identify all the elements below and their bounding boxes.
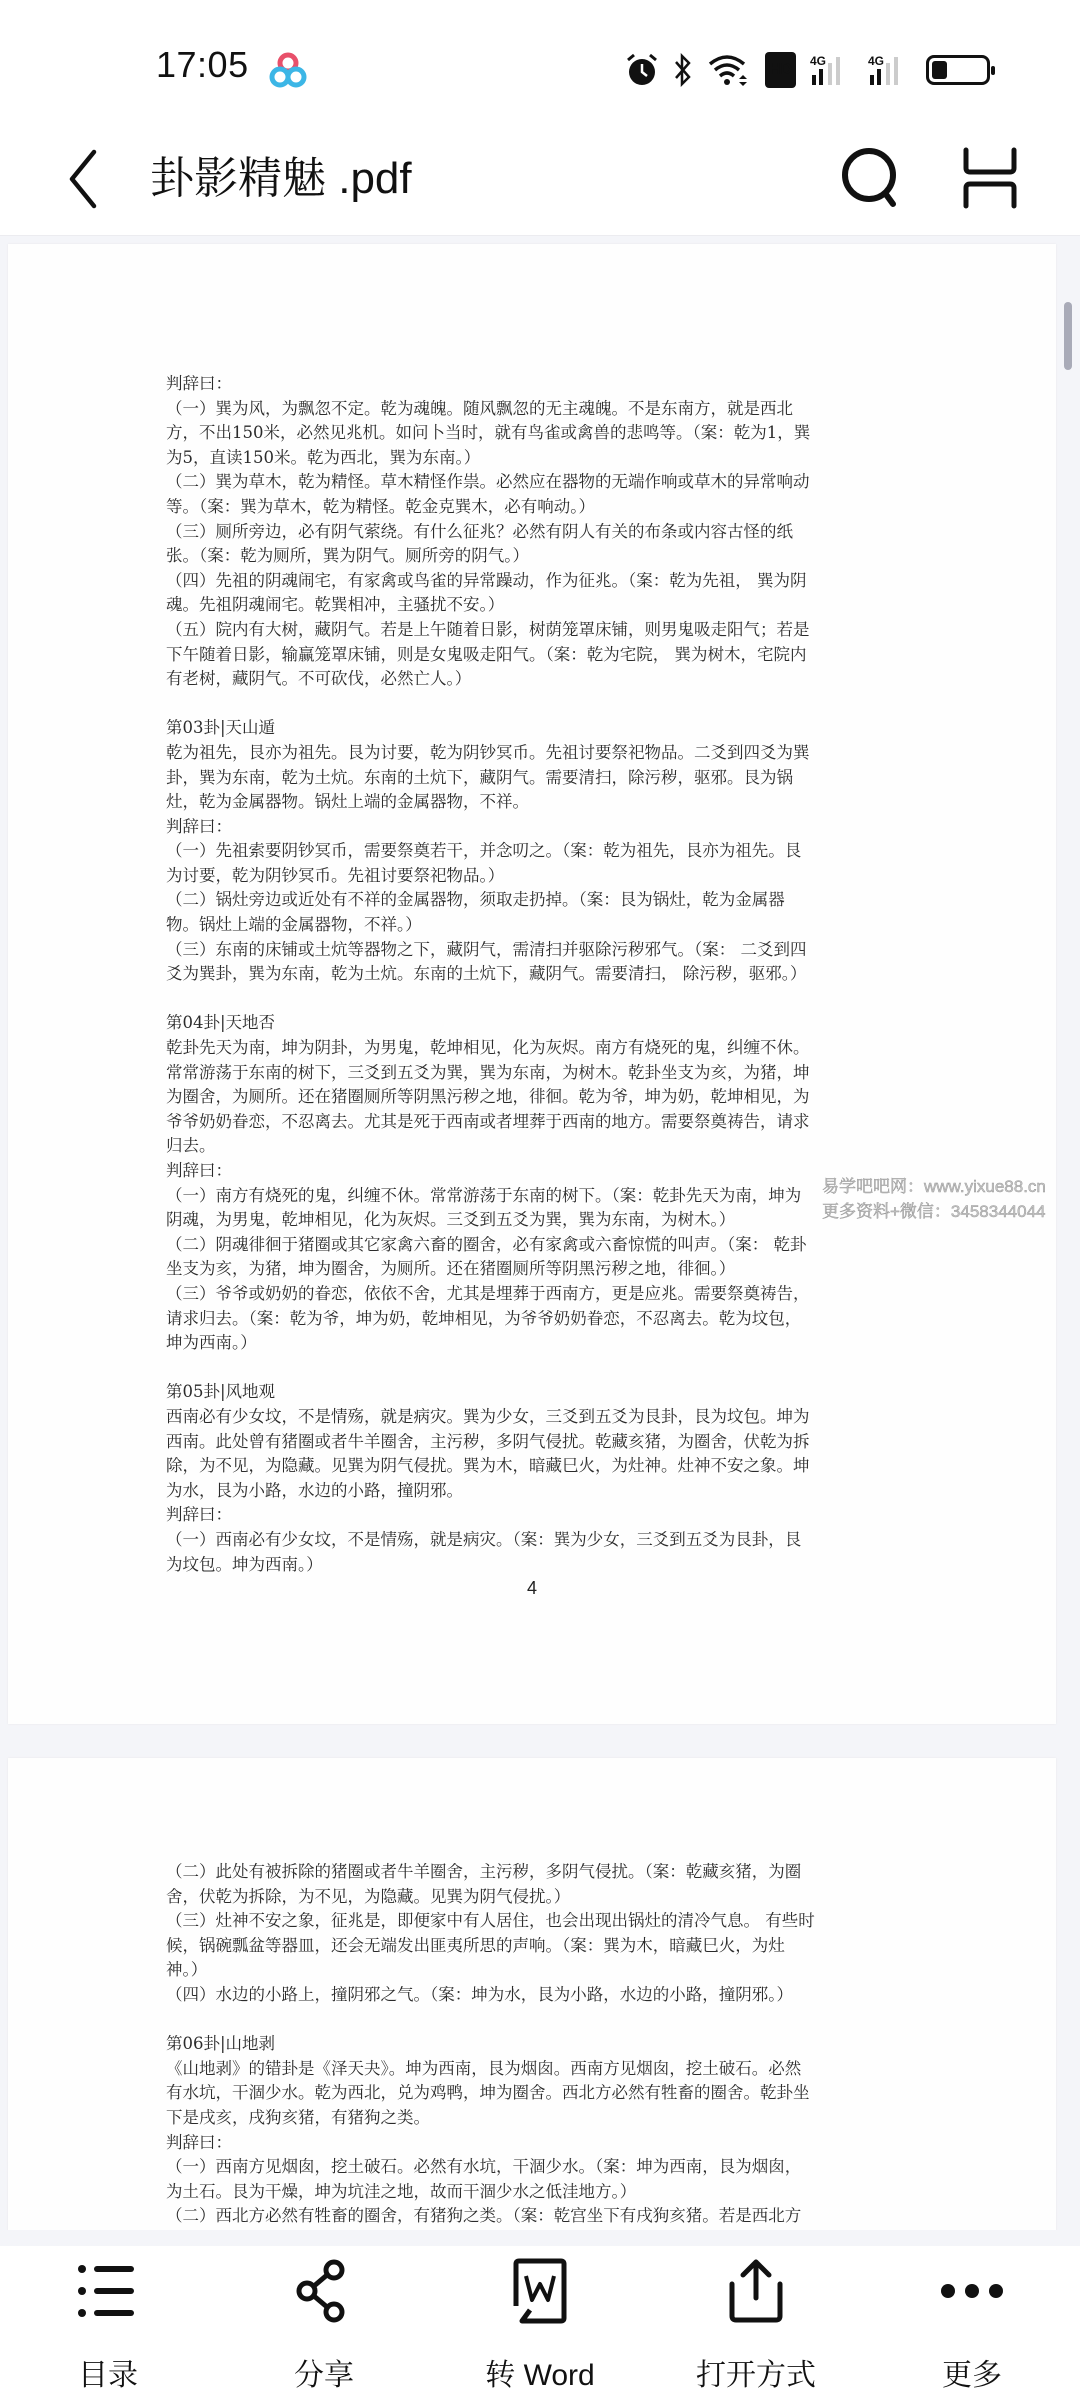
word-convert-icon <box>505 2256 575 2326</box>
more-button[interactable] <box>864 2246 1080 2400</box>
text-line: 下午随着日影，输赢笼罩床铺，则是女鬼吸走阳气。（案：乾为宅院， 巽为树木，宅院内 <box>166 644 807 664</box>
text-line: 为坟包。坤为西南。） <box>166 1554 323 1574</box>
text-line: 为圈舍，为厕所。还在猪圈厕所等阴黑污秽之地，徘徊。乾为爷，坤为奶，乾坤相见，为 <box>166 1087 810 1107</box>
text-line: 坐支为亥，为猪，坤为圈舍，为厕所。还在猪圈厕所等阴黑污秽之地，徘徊。） <box>166 1259 736 1279</box>
text-line: （三）灶神不安之象，征兆是，即便家中有人居住，也会出现出锅灶的清冷气息。 有些时 <box>166 1911 815 1931</box>
blank-line <box>166 987 906 1012</box>
text-line: （二）阴魂徘徊于猪圈或其它家禽六畜的圈舍，必有家禽或六畜惊慌的叫声。（案： 乾卦 <box>166 1234 807 1254</box>
text-line: 阴魂，为男鬼，乾坤相见，化为灰烬。三爻到五爻为巽，巽为东南，为树木。） <box>166 1210 736 1230</box>
pdf-viewer[interactable] <box>0 236 1080 2230</box>
text-line: （三）厕所旁边，必有阴气萦绕。有什么征兆？必然有阴人有关的布条或内容古怪的纸 <box>166 521 793 541</box>
text-line: 为5，直读150米。乾为西北，巽为东南。） <box>166 447 481 467</box>
text-line: （四）先祖的阴魂闹宅，有家禽或鸟雀的异常躁动，作为征兆。（案：乾为先祖， 巽为阴 <box>166 570 807 590</box>
text-line: 西南。此处曾有猪圈或者牛羊圈舍，主污秽，多阴气侵扰。乾藏亥猪，为圈舍，伏乾为拆 <box>166 1431 810 1451</box>
convert-word-label: 转 Word <box>485 2359 595 2392</box>
hd-icon: HD <box>765 52 796 88</box>
text-line: 候，锅碗瓢盆等器皿，还会无端发出匪夷所思的声响。（案：巽为木，暗藏巳火，为灶 <box>166 1935 785 1955</box>
text-line: 下是戌亥，戌狗亥猪，有猪狗之类。 <box>166 2107 430 2127</box>
toc-label: 目录 <box>78 2359 138 2392</box>
share-button[interactable] <box>216 2246 432 2400</box>
text-line: 判辞曰： <box>166 374 232 393</box>
blank-line <box>166 2008 906 2033</box>
text-line: 乾为祖先，艮亦为祖先。艮为讨要，乾为阴钞冥币。先祖讨要祭祀物品。二爻到四爻为巽 <box>166 742 810 762</box>
open-with-icon <box>721 2256 791 2326</box>
wifi-icon <box>707 52 751 88</box>
text-line: 神。） <box>166 1960 208 1980</box>
text-line: （二）西北方必然有牲畜的圈舍，有猪狗之类。（案：乾宫坐下有戌狗亥猪。若是西北方 <box>166 2206 802 2226</box>
text-line: 卦，巽为东南，乾为土炕。东南的土炕下，藏阴气。需要清扫，除污秽，驱邪。艮为锅 <box>166 767 793 787</box>
search-button[interactable] <box>838 144 904 210</box>
list-icon <box>73 2256 143 2326</box>
alarm-icon <box>625 52 659 88</box>
convert-word-button[interactable] <box>432 2246 648 2400</box>
fit-width-button[interactable] <box>960 146 1020 210</box>
share-icon <box>289 2256 359 2326</box>
text-line: （一）先祖索要阴钞冥币，需要祭奠若干，并念叨之。（案：乾为祖先，艮亦为祖先。艮 <box>166 841 802 861</box>
more-icon <box>937 2256 1007 2326</box>
blank-line <box>166 692 906 717</box>
fit-width-icon <box>960 146 1020 210</box>
text-line: （一）西南必有少女坟，不是情殇，就是病灾。（案：巽为少女，三爻到五爻为艮卦，艮 <box>166 1529 802 1549</box>
text-line: 乾卦先天为南，坤为阴卦，为男鬼，乾坤相见，化为灰烬。南方有烧死的鬼，纠缠不休。 <box>166 1038 810 1058</box>
text-line: 方，不出150米，必然见兆机。如问卜当时，就有鸟雀或禽兽的悲鸣等。（案：乾为1，巽 <box>166 423 811 443</box>
chevron-left-icon <box>60 144 110 214</box>
text-line: 等。（案：巽为草木，乾为精怪。乾金克巽木，必有响动。） <box>166 496 595 516</box>
text-line: （一）西南方见烟囱，挖土破石。必然有水坑，干涸少水。（案：坤为西南，艮为烟囱， <box>166 2157 802 2177</box>
text-line: （五）院内有大树，藏阴气。若是上午随着日影，树荫笼罩床铺，则男鬼吸走阳气；若是 <box>166 619 810 639</box>
text-line: （四）水边的小路上，撞阴邪之气。（案：坤为水，艮为小路，水边的小路，撞阴邪。） <box>166 1984 793 2004</box>
back-button[interactable] <box>60 144 110 214</box>
text-line: （三）爷爷或奶奶的眷恋，依依不舍，尤其是埋葬于西南方，更是应兆。需要祭奠祷告， <box>166 1283 810 1303</box>
text-line: 张。（案：乾为厕所，巽为阴气。厕所旁的阴气。） <box>166 546 529 566</box>
text-line: 为土石。艮为干燥，坤为坑洼之地，故而干涸少水之低洼地方。） <box>166 2181 637 2201</box>
page-text <box>166 372 906 1577</box>
text-line: 第03卦|天山遁 <box>166 718 276 738</box>
text-line: （一）巽为风，为飘忽不定。乾为魂魄。随风飘忽的无主魂魄。不是东南方，就是西北 <box>166 398 793 418</box>
status-time: 17:05 <box>156 44 249 85</box>
text-line: 坤为西南。） <box>166 1333 257 1353</box>
bluetooth-icon <box>673 52 693 88</box>
pdf-page <box>8 244 1056 1724</box>
text-line: 物。锅灶上端的金属器物，不祥。） <box>166 915 422 935</box>
text-line: 第05卦|风地观 <box>166 1382 276 1402</box>
text-line: （二）巽为草木，乾为精怪。草木精怪作祟。必然应在器物的无端作响或草木的异常响动 <box>166 472 810 492</box>
text-line: （二）锅灶旁边或近处有不祥的金属器物，须取走扔掉。（案：艮为锅灶，乾为金属器 <box>166 890 785 910</box>
open-with-label: 打开方式 <box>696 2359 816 2392</box>
text-line: 请求归去。（案：乾为爷，坤为奶，乾坤相见，为爷爷奶奶眷恋，不忍离去。乾为坟包， <box>166 1308 802 1328</box>
document-title: 卦影精魅 .pdf <box>150 154 412 203</box>
text-line: 西南必有少女坟，不是情殇，就是病灾。巽为少女，三爻到五爻为艮卦，艮为坟包。坤为 <box>166 1406 810 1426</box>
battery-icon <box>926 52 990 88</box>
pdf-page <box>8 1758 1056 2230</box>
text-line: 常常游荡于东南的树下，三爻到五爻为巽，巽为东南，为树木。乾卦坐支为亥，为猪，坤 <box>166 1062 810 1082</box>
page-text <box>166 1860 906 2229</box>
search-icon <box>838 144 904 210</box>
text-line: 有水坑，干涸少水。乾为西北，兑为鸡鸭，坤为圈舍。西北方必然有牲畜的圈舍。乾卦坐 <box>166 2083 810 2103</box>
text-line: 舍，伏乾为拆除，为不见，为隐藏。见巽为阴气侵扰。） <box>166 1886 571 1906</box>
more-label: 更多 <box>942 2359 1002 2392</box>
text-line: 除，为不见，为隐藏。见巽为阴气侵扰。巽为木，暗藏巳火，为灶神。灶神不安之象。坤 <box>166 1456 810 1476</box>
text-line: 有老树，藏阴气。不可砍伐，必然亡人。） <box>166 669 472 689</box>
text-line: （二）此处有被拆除的猪圈或者牛羊圈舍，主污秽，多阴气侵扰。（案：乾藏亥猪，为圈 <box>166 1862 802 1881</box>
blank-line <box>166 1356 906 1381</box>
text-line: 判辞曰： <box>166 2132 232 2152</box>
text-line: 归去。 <box>166 1136 216 1156</box>
top-bar <box>0 130 1080 236</box>
text-line: 判辞曰： <box>166 816 232 836</box>
text-line: 第04卦|天地否 <box>166 1013 276 1033</box>
text-line: 第06卦|山地剥 <box>166 2034 276 2054</box>
text-line: 灶，乾为金属器物。锅灶上端的金属器物，不祥。 <box>166 792 529 812</box>
open-with-button[interactable] <box>648 2246 864 2400</box>
signal-4g-icon <box>868 52 912 88</box>
baidu-netdisk-icon <box>268 50 308 90</box>
scrollbar-thumb[interactable] <box>1064 302 1072 370</box>
svg-text:4G: 4G <box>810 54 827 68</box>
bottom-toolbar <box>0 2246 1080 2400</box>
text-line: 爻为巽卦，巽为东南，乾为土炕。东南的土炕下，藏阴气。需要清扫， 除污秽，驱邪。） <box>166 964 807 984</box>
text-line: （一）南方有烧死的鬼，纠缠不休。常常游荡于东南的树下。（案：乾卦先天为南，坤为 <box>166 1185 802 1205</box>
text-line: 判辞曰： <box>166 1505 232 1525</box>
status-icons <box>625 50 990 90</box>
text-line: 魂。先祖阴魂闹宅。乾巽相冲，主骚扰不安。） <box>166 595 505 615</box>
text-line: 为水，艮为小路，水边的小路，撞阴邪。 <box>166 1480 463 1500</box>
text-line: 爷爷奶奶眷恋，不忍离去。尤其是死于西南或者埋葬于西南的地方。需要祭奠祷告，请求 <box>166 1111 810 1131</box>
page-number: 4 <box>526 1578 537 1598</box>
watermark: 易学吧吧网：www.yixue88.cn 更多资料+微信：3458344044 <box>822 1177 1046 1221</box>
svg-text:4G: 4G <box>868 54 885 68</box>
text-line: 《山地剥》的错卦是《泽天夬》。坤为西南，艮为烟囱。西南方见烟囱，挖土破石。必然 <box>166 2058 802 2078</box>
share-label: 分享 <box>294 2359 354 2392</box>
status-bar <box>0 0 1080 130</box>
toc-button[interactable] <box>0 2246 216 2400</box>
text-line: 判辞曰： <box>166 1161 232 1180</box>
text-line: 为讨要，乾为阴钞冥币。先祖讨要祭祀物品。） <box>166 865 505 885</box>
signal-4g-icon <box>810 52 854 88</box>
text-line: （三）东南的床铺或土炕等器物之下，藏阴气，需清扫并驱除污秽邪气。（案： 二爻到四 <box>166 939 807 959</box>
